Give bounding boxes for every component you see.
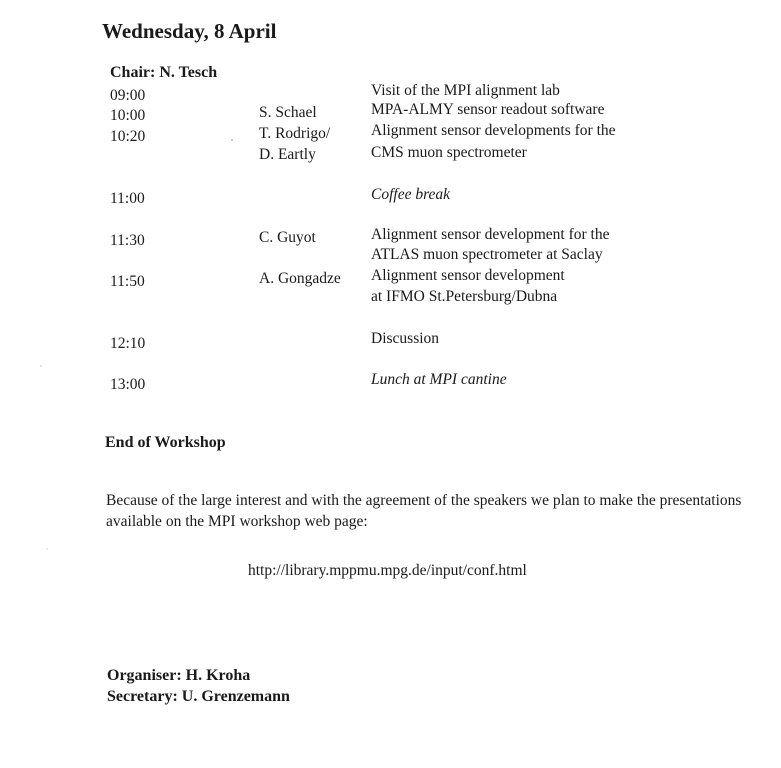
schedule-speaker: D. Eartly	[259, 146, 316, 163]
scan-speck	[40, 365, 42, 367]
secretary-line: Secretary: U. Grenzemann	[107, 688, 290, 705]
schedule-time: 10:00	[110, 107, 146, 124]
schedule-talk: MPA-ALMY sensor readout software	[371, 101, 605, 118]
schedule-time: 13:00	[110, 376, 146, 393]
schedule-time: 11:00	[110, 190, 145, 207]
schedule-talk: Alignment sensor developments for the	[371, 122, 616, 139]
schedule-talk: at IFMO St.Petersburg/Dubna	[371, 288, 558, 305]
schedule-time: 10:20	[110, 128, 146, 145]
schedule-time: 12:10	[110, 335, 146, 352]
schedule-talk: Visit of the MPI alignment lab	[371, 82, 560, 99]
session-chair: Chair: N. Tesch	[110, 64, 218, 81]
schedule-speaker: S. Schael	[259, 104, 317, 121]
schedule-speaker: C. Guyot	[259, 229, 316, 246]
schedule-time: 11:50	[110, 273, 145, 290]
schedule-talk: Discussion	[371, 330, 440, 347]
schedule-talk: Lunch at MPI cantine	[371, 371, 507, 388]
presentations-note: Because of the large interest and with the agreement of the speakers we plan to make the presentations available on the MPI workshop web page:	[106, 492, 742, 530]
schedule-talk: Alignment sensor development	[371, 267, 565, 284]
scan-speck	[46, 548, 48, 550]
schedule-speaker: A. Gongadze	[259, 270, 341, 287]
schedule-talk: ATLAS muon spectrometer at Saclay	[371, 246, 603, 263]
scan-speck	[231, 139, 233, 141]
day-heading: Wednesday, 8 April	[102, 19, 277, 43]
end-of-workshop-heading: End of Workshop	[105, 434, 226, 451]
schedule-time: 11:30	[110, 232, 145, 249]
schedule-talk: Coffee break	[371, 186, 451, 203]
schedule-time: 09:00	[110, 87, 146, 104]
schedule-talk: Alignment sensor development for the	[371, 226, 610, 243]
schedule-speaker: T. Rodrigo/	[259, 125, 331, 142]
schedule-talk: CMS muon spectrometer	[371, 144, 527, 161]
organiser-line: Organiser: H. Kroha	[107, 667, 251, 684]
workshop-web-page-url: http://library.mppmu.mpg.de/input/conf.html	[248, 562, 527, 579]
